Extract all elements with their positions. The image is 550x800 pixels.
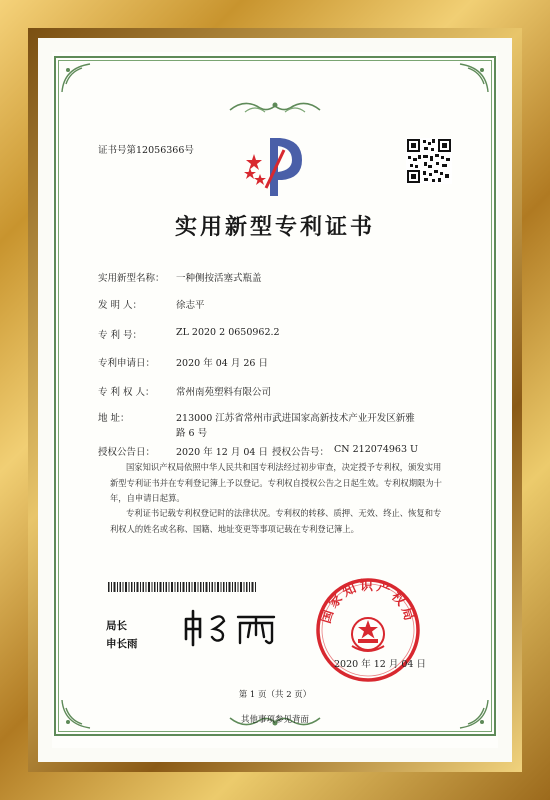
grant-number-value: CN 212074963 U xyxy=(334,444,419,455)
grant-number-label: 授权公告号： xyxy=(272,447,330,458)
page-info: 第 1 页（共 2 页） xyxy=(238,690,312,700)
corner-ornament-tr-icon xyxy=(450,62,490,102)
address-line-1: 213000 江苏省常州市武进国家高新技术产业开发区新雅 xyxy=(176,413,415,424)
filing-date-value: 2020 年 04 月 26 日 xyxy=(176,358,268,369)
top-ornament-icon xyxy=(225,96,325,118)
patentee-value: 常州南苑塑料有限公司 xyxy=(176,387,272,398)
utility-model-name-label: 实用新型名称： xyxy=(98,273,165,284)
cert-no-suffix: 号 xyxy=(184,145,194,156)
inventor-label: 发 明 人： xyxy=(98,300,143,311)
patentee-label: 专 利 权 人： xyxy=(98,387,155,398)
seal-text: 国家知识产权局 xyxy=(318,578,418,626)
legal-status-paragraph: 专利证书记载专利权登记时的法律状况。专利权的转移、质押、无效、终止、恢复和专利权人的姓名或名称、国籍、地址变更等事项记载在专利登记簿上。 xyxy=(110,508,442,534)
inventor-value: 徐志平 xyxy=(176,300,205,311)
patent-office-logo-icon xyxy=(240,130,312,200)
cert-no-value: 12056366 xyxy=(136,145,185,156)
grant-date-label: 授权公告日： xyxy=(98,447,156,458)
qr-code-icon xyxy=(406,138,452,184)
certificate-title: 实用新型专利证书 xyxy=(174,214,375,240)
utility-model-name-value: 一种侧按活塞式瓶盖 xyxy=(176,273,262,284)
grant-date-value: 2020 年 12 月 04 日 xyxy=(176,447,268,458)
filing-date-label: 专利申请日： xyxy=(98,358,156,369)
barcode-icon xyxy=(108,582,258,592)
director-name: 申长雨 xyxy=(106,638,138,650)
corner-ornament-tl-icon xyxy=(60,62,100,102)
reverse-side-note: 其他事项参见背面 xyxy=(240,715,309,725)
address-line-2: 路 6 号 xyxy=(176,428,208,439)
patent-number-value: ZL 2020 2 0650962.2 xyxy=(176,327,280,338)
patent-number-label: 专 利 号： xyxy=(98,330,143,341)
grant-statement-paragraph: 国家知识产权局依照中华人民共和国专利法经过初步审查，决定授予专利权，颁发实用新型专利证书并在专利登记簿上予以登记。专利权自授权公告之日起生效。专利权期限为十年，自申请日起算。 xyxy=(110,462,442,503)
director-role: 局长 xyxy=(106,620,127,632)
seal-date: 2020 年 12 月 04 日 xyxy=(334,659,426,670)
cert-no-label: 证书号第 xyxy=(98,145,137,156)
certificate-number xyxy=(98,142,194,156)
handwritten-signature-icon xyxy=(178,605,288,647)
address-label: 地 址： xyxy=(98,413,130,424)
